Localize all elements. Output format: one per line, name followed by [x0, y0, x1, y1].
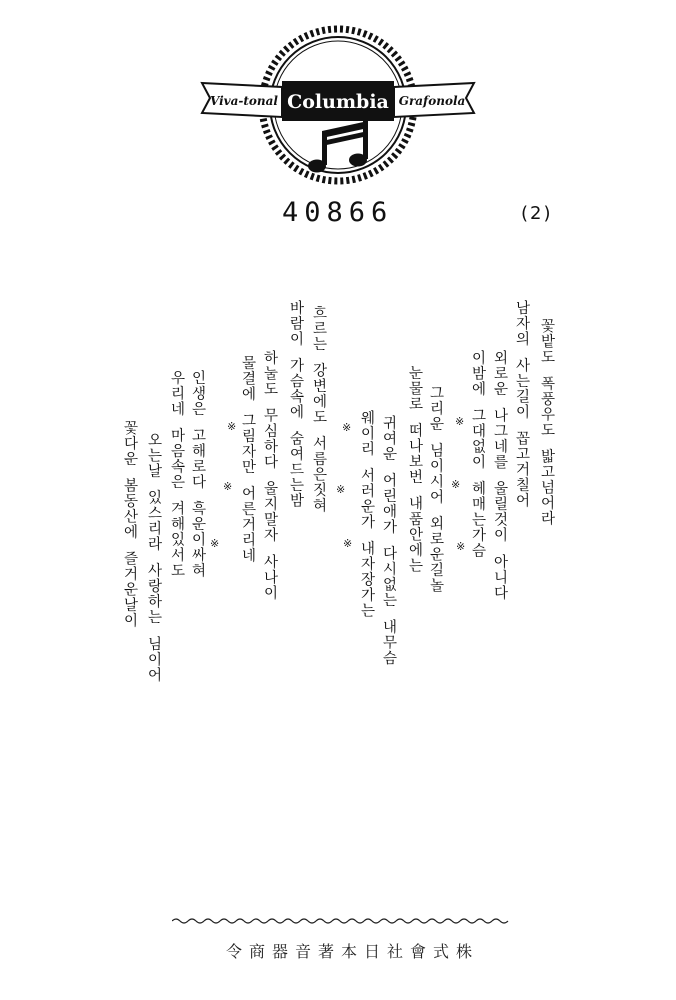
- lyric-line: 우리네 마음속은 겨해있서도: [168, 370, 185, 579]
- side-number: (2): [521, 203, 553, 224]
- lyric-line: 이밤에 그대없이 헤매는가슴: [469, 350, 486, 559]
- lyric-line: 외로운 나그네를 울릴것이 아니다: [491, 350, 508, 601]
- section-separator: ※: [451, 478, 461, 491]
- section-separator: ※: [456, 540, 466, 553]
- lyric-line: 바람이 가슴속에 숨여드는밤: [287, 300, 304, 509]
- lyric-line: 꽃밭도 폭풍우도 밟고넘어라: [538, 318, 555, 527]
- section-separator: ※: [343, 537, 353, 550]
- lyric-line: 웨이리 서러운가 내자장가는: [358, 410, 375, 619]
- brand-name: Columbia: [287, 91, 389, 113]
- section-separator: ※: [227, 420, 237, 433]
- lyric-line: 흐르는 강변에도 서름은짓혀: [310, 305, 327, 514]
- lyric-line: 눈물로 떠나보번 내품안에는: [406, 365, 423, 574]
- section-separator: ※: [455, 415, 465, 428]
- footer-wavy-rule: [172, 917, 512, 925]
- section-separator: ※: [336, 483, 346, 496]
- lyric-line: 귀여운 어린애가 다시없는 내무슴: [380, 415, 397, 666]
- section-separator: ※: [223, 480, 233, 493]
- lyric-line: 그리운 님이시어 외로운길놀: [427, 385, 444, 594]
- right-banner-text: Grafonola: [398, 94, 466, 108]
- catalog-number: 40866: [282, 197, 394, 228]
- section-separator: ※: [210, 537, 220, 550]
- lyric-line: 물결에 그림자만 어른거리네: [239, 355, 256, 564]
- publisher-footer: 令商器音著本日社會式株: [226, 942, 480, 961]
- lyric-line: 인생은 고해로다 흑운이싸혀: [189, 370, 206, 579]
- lyric-line: 하눌도 무심하다 울지말자 사나이: [261, 350, 278, 601]
- left-banner-text: Viva-tonal: [210, 94, 278, 108]
- lyric-line: 꽃다운 봄동산에 즐거운날이: [121, 420, 138, 629]
- lyric-line: 오는날 있스리라 사랑하는 님이어: [145, 432, 162, 683]
- section-separator: ※: [342, 421, 352, 434]
- lyric-line: 남자의 사는길이 꼽고거칠어: [513, 300, 530, 509]
